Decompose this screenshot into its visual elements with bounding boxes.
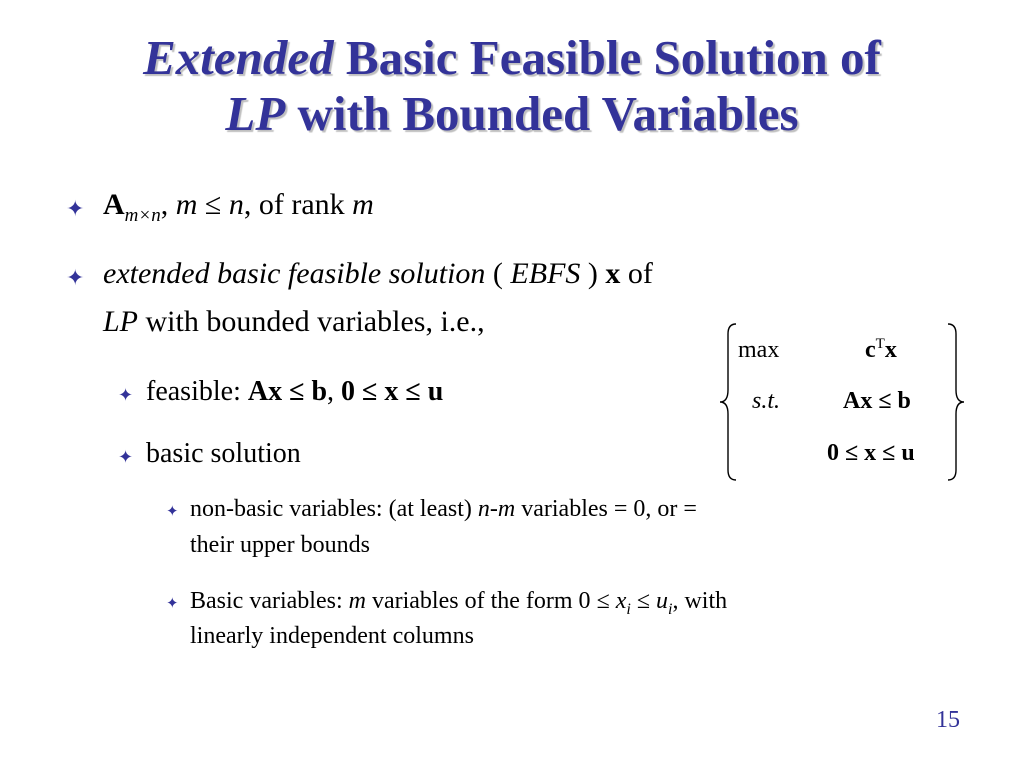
basic-vars-text-3: , with [672, 588, 728, 614]
basic-solution-label: basic solution [146, 438, 301, 469]
var-m: m [175, 188, 198, 221]
var-n: n [228, 188, 244, 221]
title-rest-1: Basic Feasible Solution of [345, 30, 881, 85]
constraint-bounds: 0 ≤ x ≤ u [827, 440, 915, 466]
sub-sub-bullet-basic-vars-line2 [190, 623, 474, 650]
transpose-mark: T [875, 336, 885, 352]
independent-columns-text: linearly independent columns [190, 623, 474, 649]
comma: , [327, 376, 342, 407]
title-line-1 [0, 30, 1024, 86]
vector-c: c [865, 337, 876, 363]
bullet-icon: ✦ [118, 447, 134, 468]
bullet-ebfs-definition [103, 257, 653, 291]
leq-symbol: ≤ [630, 588, 657, 614]
dash: - [489, 496, 498, 522]
ebfs-abbr: EBFS [510, 257, 581, 290]
vector-x: x [884, 337, 897, 363]
subscript-i: i [668, 600, 673, 618]
zero-vector: 0 [341, 376, 356, 407]
rank-text: , of rank [243, 188, 353, 221]
paren-open: ( [485, 257, 511, 290]
sub-sub-bullet-nonbasic [190, 496, 697, 523]
subject-to-label: s.t. [752, 388, 781, 414]
left-brace-icon [720, 324, 736, 480]
bullet-ebfs-continuation [103, 305, 485, 339]
vector-x: x [605, 257, 621, 290]
basic-vars-text-2: variables of the form 0 [365, 588, 597, 614]
matrix-dimension: m×n [124, 205, 161, 226]
vector-x: x [384, 376, 399, 407]
var-u: u [656, 588, 669, 614]
lp-formulation [716, 322, 968, 482]
constraint-ax-leq-b: Ax ≤ b [843, 388, 911, 414]
bullet-icon: ✦ [166, 502, 179, 520]
ebfs-term: extended basic feasible solution [103, 257, 486, 290]
leq-symbol: ≤ [282, 376, 312, 407]
right-brace-icon [948, 324, 964, 480]
sub-sub-bullet-basic-vars [190, 588, 728, 618]
sub-sub-bullet-nonbasic-line2 [190, 532, 370, 559]
leq-symbol: ≤ [596, 588, 616, 614]
title-line-2 [0, 86, 1024, 142]
var-m: m [497, 496, 516, 522]
leq-symbol: ≤ [197, 188, 229, 221]
leq-symbol: ≤ [398, 376, 428, 407]
feasible-label: feasible: [146, 376, 248, 407]
lp-abbr: LP [103, 305, 139, 338]
leq-symbol: ≤ [355, 376, 385, 407]
bullet-icon: ✦ [166, 594, 179, 612]
max-label: max [738, 337, 780, 363]
objective [865, 337, 897, 364]
page-number: 15 [936, 707, 960, 733]
slide-title [0, 30, 1024, 142]
sub-bullet-basic-solution [146, 438, 301, 470]
nonbasic-text-2: variables = 0, or = [515, 496, 697, 522]
title-italic-extended: Extended [143, 30, 334, 85]
sub-bullet-feasible [146, 376, 443, 408]
nonbasic-text: non-basic variables: (at least) [190, 496, 478, 522]
bullet-matrix-a [103, 188, 374, 226]
bounded-variables-text: with bounded variables, i.e., [138, 305, 485, 338]
bullet-icon: ✦ [118, 385, 134, 406]
var-m-rank: m [352, 188, 374, 221]
basic-vars-text: Basic variables: [190, 588, 349, 614]
bullet-icon: ✦ [66, 266, 85, 291]
title-italic-lp: LP [225, 86, 286, 141]
subscript-i: i [626, 600, 631, 618]
upper-bounds-text: their upper bounds [190, 532, 370, 558]
comma: , [160, 188, 169, 221]
var-m: m [348, 588, 366, 614]
var-n: n [477, 496, 490, 522]
vector-u: u [427, 376, 444, 407]
paren-close: ) [580, 257, 606, 290]
matrix-a: A [103, 188, 125, 221]
vector-b: b [311, 376, 328, 407]
ax-term: Ax [247, 376, 283, 407]
of-text: of [620, 257, 653, 290]
title-rest-2: with Bounded Variables [297, 86, 799, 141]
bullet-icon: ✦ [66, 197, 85, 222]
var-x: x [615, 588, 627, 614]
